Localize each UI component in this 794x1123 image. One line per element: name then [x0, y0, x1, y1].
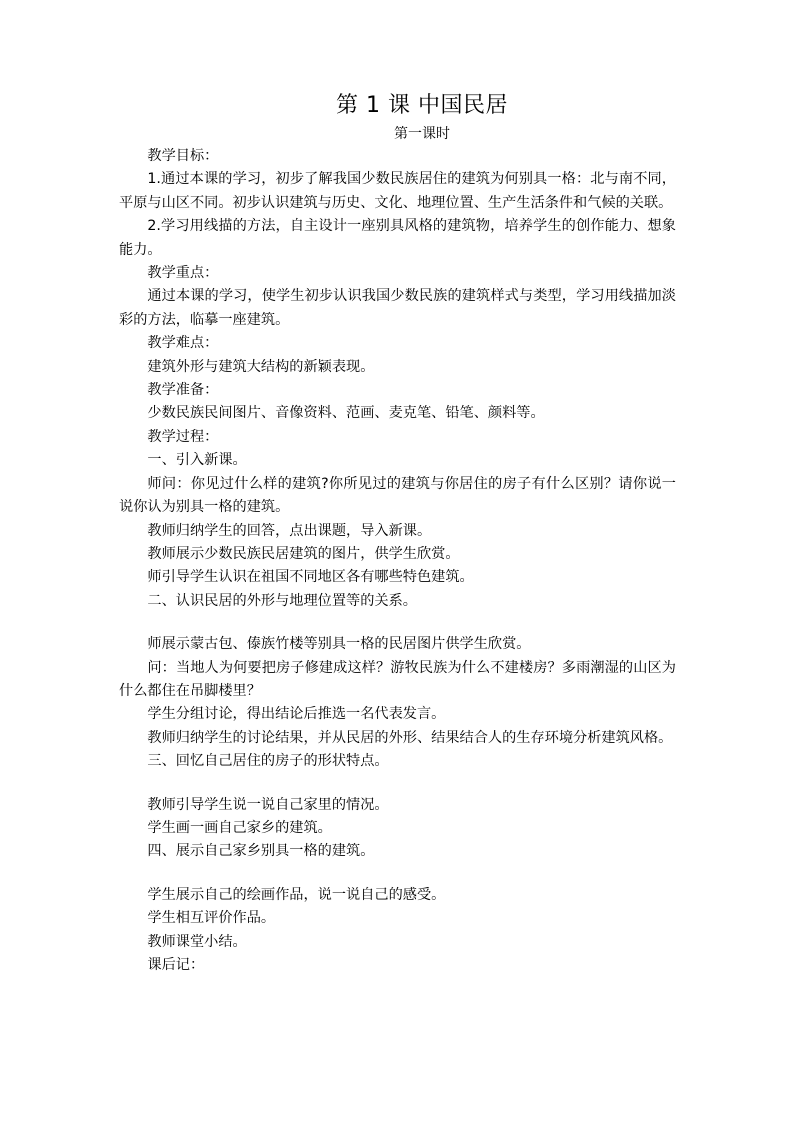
paragraph-difficulties-heading: 教学难点：: [147, 335, 219, 352]
paragraph-teaching-goals-heading: 教学目标：: [147, 148, 219, 164]
paragraph-goal-2: 2.学习用线描的方法，自主设计一座别具风格的建筑物，培养学生的创作能力、想象能力。: [119, 218, 676, 258]
paragraph-key-points: 通过本课的学习，使学生初步认识我国少数民族的建筑样式与类型，学习用线描加淡彩的方法，临摹一座建筑。: [119, 288, 676, 328]
paragraph-section-1: 一、引入新课。: [147, 452, 247, 469]
paragraph-section-3: 三、回忆自己居住的房子的形状特点。: [147, 753, 389, 770]
paragraph-section-2: 二、认识民居的外形与地理位置等的关系。: [147, 592, 417, 609]
paragraph-group-discussion: 学生分组讨论，得出结论后推选一名代表发言。: [147, 706, 446, 723]
paragraph-introduce-topic: 教师归纳学生的回答，点出课题，导入新课。: [147, 522, 432, 539]
paragraph-goal-1: 1.通过本课的学习，初步了解我国少数民族居住的建筑为何别具一格：北与南不同，平原与山区不同。初步认识建筑与历史、文化、地理位置、生产生活条件和气候的关联。: [119, 171, 676, 211]
paragraph-peer-evaluation: 学生相互评价作品。: [147, 910, 276, 927]
paragraph-preparation-heading: 教学准备：: [147, 382, 219, 399]
paragraph-section-4: 四、展示自己家乡别具一格的建筑。: [147, 843, 375, 860]
document-body: [119, 145, 676, 977]
paragraph-after-class-notes: 课后记：: [147, 957, 205, 973]
document-title: 第 1 课 中国民居: [336, 93, 508, 118]
paragraph-key-points-heading: 教学重点：: [147, 265, 219, 282]
paragraph-draw-hometown: 学生画一画自己家乡的建筑。: [147, 819, 332, 836]
paragraph-process-heading: 教学过程：: [147, 428, 219, 445]
paragraph-show-mongolian-yurt: 师展示蒙古包、傣族竹楼等别具一格的民居图片供学生欣赏。: [147, 636, 531, 653]
paragraph-class-summary: 教师课堂小结。: [147, 933, 247, 950]
paragraph-guide-students: 师引导学生认识在祖国不同地区各有哪些特色建筑。: [147, 569, 474, 586]
paragraph-question: 问：当地人为何要把房子修建成这样？游牧民族为什么不建楼房？多雨潮湿的山区为什么都住在吊脚楼里？: [119, 659, 676, 699]
paragraph-teacher-guides-home: 教师引导学生说一说自己家里的情况。: [147, 796, 389, 813]
paragraph-show-pictures: 教师展示少数民族民居建筑的图片，供学生欣赏。: [147, 545, 460, 562]
paragraph-summarize-discussion: 教师归纳学生的讨论结果，并从民居的外形、结果结合人的生存环境分析建筑风格。: [147, 729, 673, 746]
paragraph-preparation: 少数民族民间图片、音像资料、范画、麦克笔、铅笔、颜料等。: [147, 405, 545, 422]
paragraph-show-artwork: 学生展示自己的绘画作品，说一说自己的感受。: [147, 886, 446, 903]
paragraph-teacher-question: 师问：你见过什么样的建筑?你所见过的建筑与你居住的房子有什么区别？请你说一说你认为别具一格的建筑。: [119, 475, 676, 516]
paragraph-difficulties: 建筑外形与建筑大结构的新颖表现。: [147, 358, 375, 375]
document-subtitle: 第一课时: [394, 126, 450, 142]
